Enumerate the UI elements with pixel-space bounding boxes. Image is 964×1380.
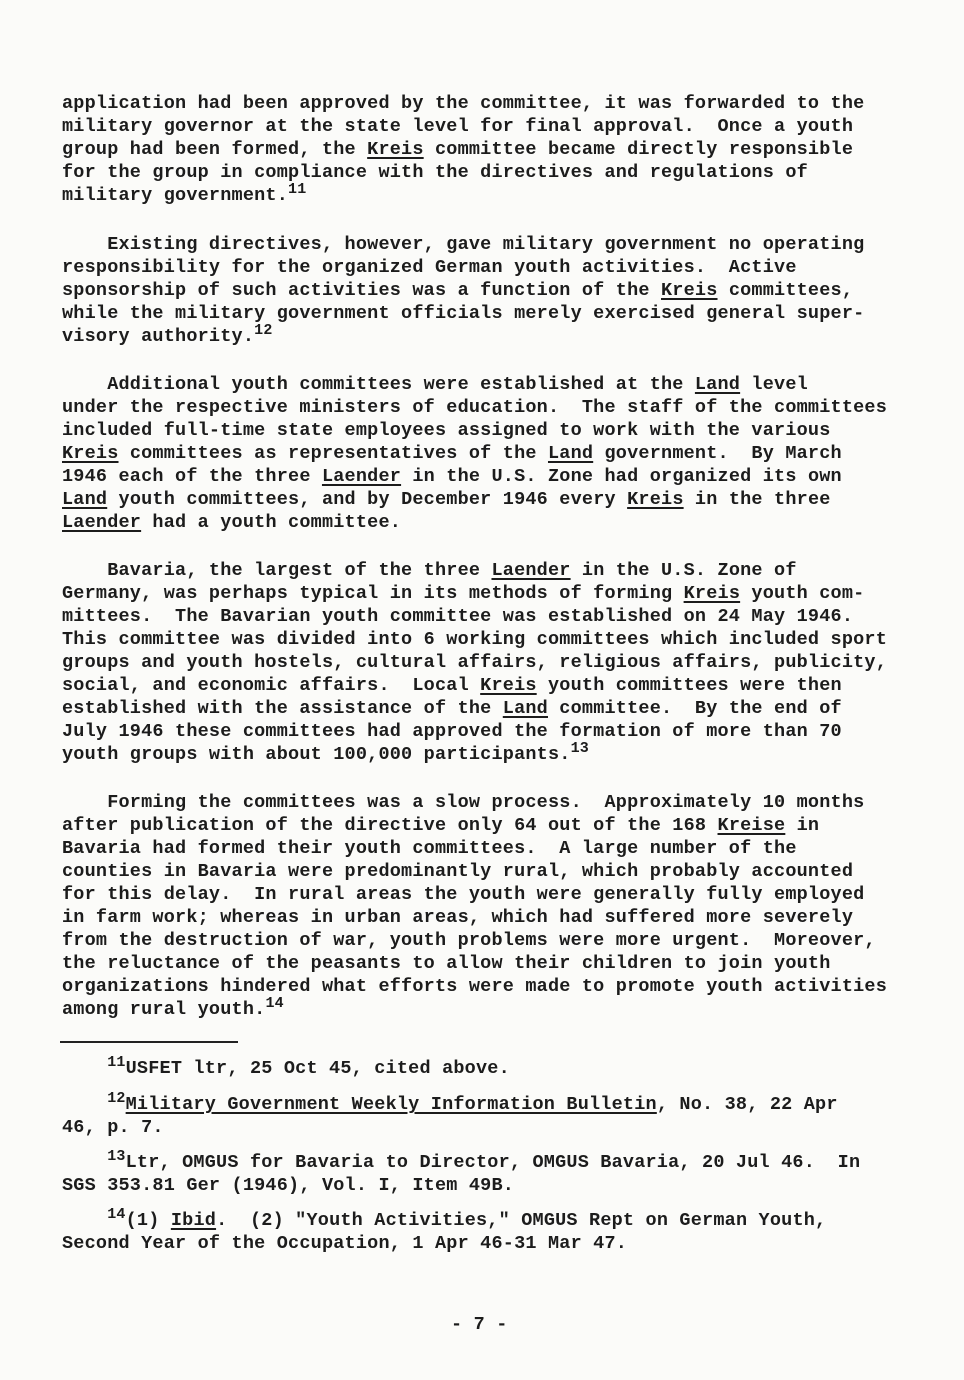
paragraph-2-line xyxy=(62,322,273,348)
paragraph-1-line xyxy=(62,161,808,184)
footnote-4-line xyxy=(62,1206,827,1232)
paragraph-3-line xyxy=(62,419,831,442)
paragraph-1-line xyxy=(62,181,307,207)
text-run: counties in Bavaria were predominantly rural, which probably accounted xyxy=(62,861,854,882)
footnote-2-line xyxy=(62,1116,164,1139)
paragraph-4-line xyxy=(62,559,797,582)
footnote-ref: 14 xyxy=(107,1206,126,1223)
footnote-ref: 14 xyxy=(265,995,284,1012)
footnote-3-line xyxy=(62,1174,514,1197)
underlined-term: Kreis xyxy=(627,489,684,510)
text-run: visory authority. xyxy=(62,326,255,347)
paragraph-3-line xyxy=(62,465,842,488)
paragraph-5-line xyxy=(62,791,864,814)
text-run: had a youth committee. xyxy=(141,512,402,533)
text-run xyxy=(62,1152,107,1173)
text-run: mittees. The Bavarian youth committee was established on 24 May 1946. xyxy=(62,606,854,627)
paragraph-5-line xyxy=(62,860,853,883)
text-run: in the U.S. Zone of xyxy=(570,560,797,581)
text-run: government. By March xyxy=(593,443,842,464)
footnote-ref: 13 xyxy=(107,1148,126,1165)
text-run: group had been formed, the xyxy=(62,139,368,160)
text-run: This committee was divided into 6 working committees which included sport xyxy=(62,629,888,650)
text-run: , No. 38, 22 Apr xyxy=(656,1094,838,1115)
footnote-divider xyxy=(60,1041,238,1043)
text-run: committees, xyxy=(717,280,854,301)
paragraph-4-line xyxy=(62,697,842,720)
footnote-ref: 13 xyxy=(570,740,589,757)
text-run xyxy=(62,1094,107,1115)
footnote-4-line xyxy=(62,1232,627,1255)
text-run: military government. xyxy=(62,185,289,206)
underlined-term: Kreis xyxy=(62,443,119,464)
footnote-ref: 12 xyxy=(107,1090,126,1107)
underlined-term: Kreis xyxy=(480,675,537,696)
paragraph-3-line xyxy=(62,511,401,534)
paragraph-3-line xyxy=(62,488,831,511)
text-run: military governor at the state level for final approval. Once a youth xyxy=(62,116,854,137)
text-run: for this delay. In rural areas the youth were generally fully employed xyxy=(62,884,865,905)
text-run: Existing directives, however, gave military government no operating xyxy=(62,234,865,255)
text-run: responsibility for the organized German youth activities. Active xyxy=(62,257,797,278)
text-run: established with the assistance of the xyxy=(62,698,503,719)
text-run: Bavaria, the largest of the three xyxy=(62,560,492,581)
text-run: SGS 353.81 Ger (1946), Vol. I, Item 49B. xyxy=(62,1175,515,1196)
footnote-ref: 11 xyxy=(107,1054,126,1071)
text-run: Second Year of the Occupation, 1 Apr 46-31 Mar 47. xyxy=(62,1233,628,1254)
text-run: in farm work; whereas in urban areas, which had suffered more severely xyxy=(62,907,854,928)
paragraph-4-line xyxy=(62,605,853,628)
underlined-term: Kreis xyxy=(661,280,718,301)
text-run: from the destruction of war, youth problems were more urgent. Moreover, xyxy=(62,930,876,951)
text-run: USFET ltr, 25 Oct 45, cited above. xyxy=(125,1058,510,1079)
text-run: organizations hindered what efforts were made to promote youth activities xyxy=(62,976,888,997)
text-run xyxy=(62,1210,107,1231)
text-run: while the military government officials merely exercised general super- xyxy=(62,303,865,324)
text-run: 46, p. 7. xyxy=(62,1117,164,1138)
text-run: July 1946 these committees had approved the formation of more than 70 xyxy=(62,721,842,742)
text-run: youth committees, and by December 1946 every xyxy=(107,489,628,510)
underlined-term: Land xyxy=(694,374,741,395)
paragraph-5-line xyxy=(62,837,797,860)
underlined-term: Land xyxy=(62,489,108,510)
text-run: . (2) "Youth Activities," OMGUS Rept on German Youth, xyxy=(216,1210,827,1231)
paragraph-4-line xyxy=(62,740,589,766)
text-run: Germany, was perhaps typical in its methods of forming xyxy=(62,583,684,604)
footnote-ref: 11 xyxy=(288,181,307,198)
text-run: included full-time state employees assigned to work with the various xyxy=(62,420,831,441)
paragraph-2-line xyxy=(62,302,864,325)
text-run: Bavaria had formed their youth committees. A large number of the xyxy=(62,838,797,859)
paragraph-4-line xyxy=(62,720,842,743)
text-run: youth com- xyxy=(740,583,865,604)
text-run: after publication of the directive only 64 out of the 168 xyxy=(62,815,718,836)
text-run: (1) xyxy=(125,1210,171,1231)
paragraph-5-line xyxy=(62,929,876,952)
paragraph-1-line xyxy=(62,92,864,115)
paragraph-5-line xyxy=(62,995,284,1021)
text-run: in the three xyxy=(683,489,831,510)
text-run: youth committees were then xyxy=(536,675,842,696)
paragraph-4-line xyxy=(62,674,842,697)
paragraph-4-line xyxy=(62,582,864,605)
text-run: 1946 each of the three xyxy=(62,466,322,487)
text-run: committee became directly responsible xyxy=(423,139,854,160)
underlined-term: Laender xyxy=(321,466,402,487)
underlined-term: Ibid xyxy=(170,1210,217,1231)
paragraph-4-line xyxy=(62,651,887,674)
text-run: Forming the committees was a slow process. Approximately 10 months xyxy=(62,792,865,813)
text-run: Additional youth committees were established at the xyxy=(62,374,695,395)
underlined-term: Laender xyxy=(491,560,571,581)
paragraph-5-line xyxy=(62,952,831,975)
text-run: social, and economic affairs. Local xyxy=(62,675,481,696)
text-run: groups and youth hostels, cultural affairs, religious affairs, publicity, xyxy=(62,652,888,673)
page-number: - 7 - xyxy=(451,1314,508,1335)
paragraph-3-line xyxy=(62,396,887,419)
text-run: in the U.S. Zone had organized its own xyxy=(401,466,842,487)
text-run: sponsorship of such activities was a function of the xyxy=(62,280,661,301)
text-run: under the respective ministers of education. The staff of the committees xyxy=(62,397,888,418)
paragraph-5-line xyxy=(62,906,853,929)
underlined-term: Laender xyxy=(62,512,142,533)
footnote-3-line xyxy=(62,1148,861,1174)
paragraph-5-line xyxy=(62,883,864,906)
text-run: among rural youth. xyxy=(62,999,266,1020)
underlined-term: Kreis xyxy=(683,583,741,604)
paragraph-1-line xyxy=(62,138,853,161)
paragraph-5-line xyxy=(62,814,819,837)
underlined-term: Land xyxy=(547,443,594,464)
text-run: youth groups with about 100,000 participants. xyxy=(62,744,571,765)
text-run: committee. By the end of xyxy=(548,698,842,719)
underlined-term: Kreise xyxy=(717,815,786,836)
footnote-1-line xyxy=(62,1054,510,1080)
underlined-term: Military Government Weekly Information Bulletin xyxy=(125,1094,657,1115)
paragraph-1-line xyxy=(62,115,853,138)
footnote-ref: 12 xyxy=(254,322,273,339)
paragraph-3-line xyxy=(62,373,808,396)
paragraph-5-line xyxy=(62,975,887,998)
text-run: Ltr, OMGUS for Bavaria to Director, OMGUS Bavaria, 20 Jul 46. In xyxy=(125,1152,861,1173)
text-run xyxy=(62,1058,107,1079)
underlined-term: Kreis xyxy=(367,139,424,160)
text-run: the reluctance of the peasants to allow their children to join youth xyxy=(62,953,831,974)
text-run: level xyxy=(740,374,808,395)
text-run: in xyxy=(785,815,820,836)
text-run: for the group in compliance with the directives and regulations of xyxy=(62,162,808,183)
text-run: application had been approved by the committee, it was forwarded to the xyxy=(62,93,865,114)
underlined-term: Land xyxy=(502,698,548,719)
footnote-2-line xyxy=(62,1090,838,1116)
paragraph-3-line xyxy=(62,442,842,465)
paragraph-4-line xyxy=(62,628,887,651)
paragraph-2-line xyxy=(62,279,853,302)
paragraph-2-line xyxy=(62,233,864,256)
text-run: committees as representatives of the xyxy=(118,443,548,464)
paragraph-2-line xyxy=(62,256,797,279)
